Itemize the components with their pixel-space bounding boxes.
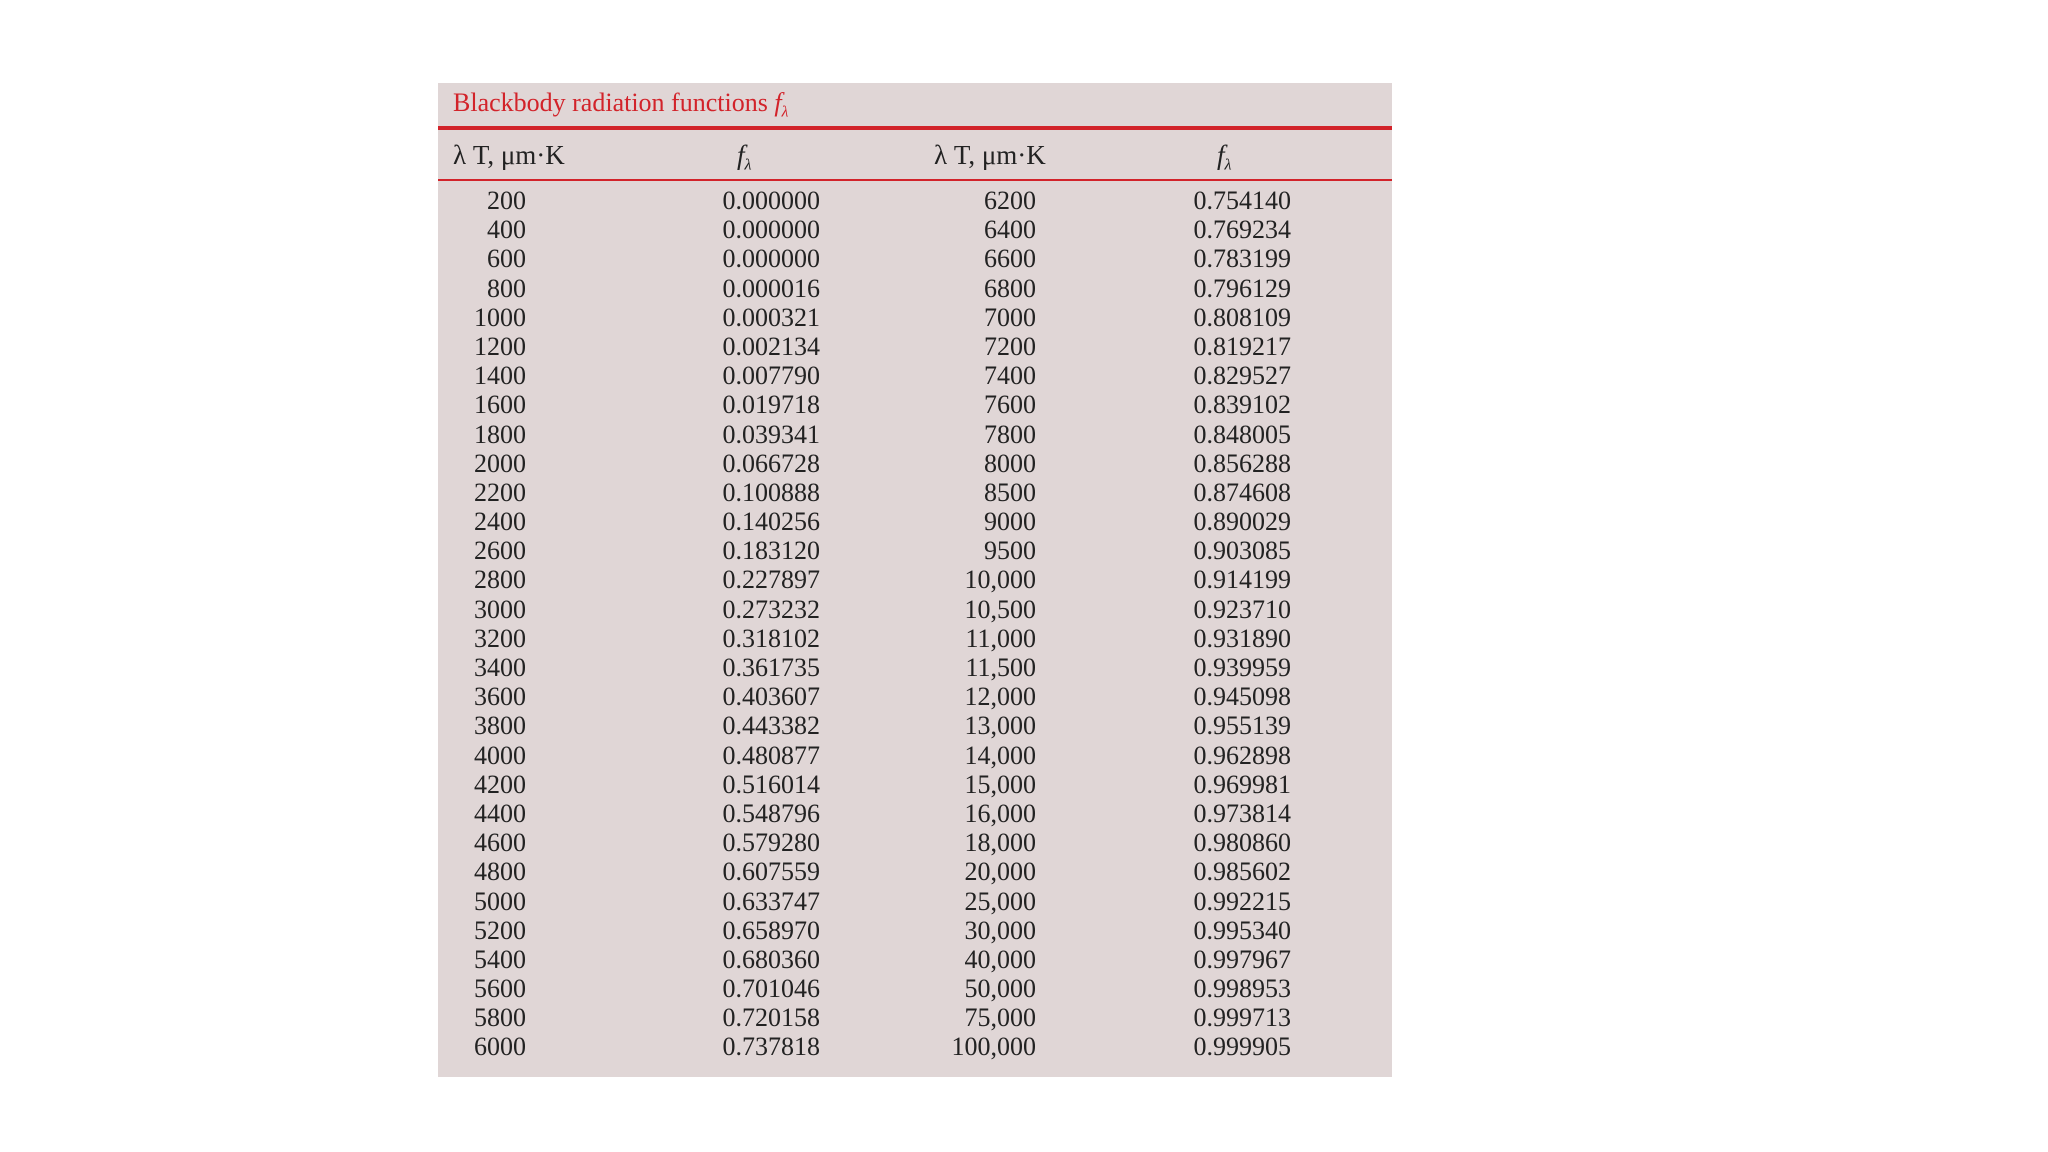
f-left-cell: 0.000000 (722, 244, 820, 274)
f-right-cell: 0.939959 (1193, 653, 1291, 682)
f-left-cell: 0.701046 (722, 974, 820, 1004)
f-left-cell: 0.000000 (722, 215, 820, 245)
title-symbol: f (774, 88, 782, 117)
table-row (438, 624, 1392, 653)
lambda-t-right-cell: 14,000 (964, 740, 1036, 770)
table-row (438, 449, 1392, 478)
f-right-cell: 0.848005 (1193, 419, 1291, 449)
lambda-t-right-cell: 25,000 (964, 886, 1036, 916)
table-row (438, 274, 1392, 303)
table-row (438, 595, 1392, 624)
table-row (438, 565, 1392, 594)
title-symbol-subscript: λ (781, 103, 789, 121)
f-right-cell: 0.969981 (1193, 769, 1291, 799)
f-right-cell: 0.992215 (1193, 886, 1291, 916)
lambda-t-right-cell: 8000 (984, 448, 1036, 478)
lambda-t-right-cell: 7000 (984, 302, 1036, 332)
lambda-t-right-cell: 7200 (984, 331, 1036, 361)
table-title-bar (438, 83, 1392, 130)
lambda-t-right-cell: 8500 (984, 477, 1036, 507)
lambda-t-right-cell: 13,000 (964, 711, 1036, 741)
f-right-cell: 0.914199 (1193, 565, 1291, 595)
lambda-t-left-cell: 3800 (474, 711, 526, 741)
table-row (438, 244, 1392, 273)
f-left-cell: 0.000321 (722, 302, 820, 332)
lambda-t-left-cell: 4200 (474, 769, 526, 799)
table-row (438, 1032, 1392, 1061)
lambda-t-left-cell: 3200 (474, 623, 526, 653)
f-right-cell: 0.931890 (1193, 623, 1291, 653)
lambda-t-right-cell: 12,000 (964, 682, 1036, 712)
table-title: Blackbody radiation functions $f_\lambda$ (453, 88, 789, 121)
f-right-cell: 0.980860 (1193, 828, 1291, 858)
f-right-cell: 0.874608 (1193, 477, 1291, 507)
f-right-cell: 0.890029 (1193, 507, 1291, 537)
f-right-cell: 0.999905 (1193, 1032, 1291, 1062)
lambda-t-right-cell: 9000 (984, 507, 1036, 537)
f-left-cell: 0.140256 (722, 507, 820, 537)
f-right-cell: 0.995340 (1193, 915, 1291, 945)
f-left-cell: 0.480877 (722, 740, 820, 770)
lambda-t-left-cell: 5200 (474, 915, 526, 945)
table-row (438, 682, 1392, 711)
f-right-cell: 0.819217 (1193, 331, 1291, 361)
f-left-cell: 0.227897 (722, 565, 820, 595)
f-left-cell: 0.403607 (722, 682, 820, 712)
table-row (438, 770, 1392, 799)
lambda-t-right-cell: 75,000 (964, 1003, 1036, 1033)
lambda-t-left-cell: 2400 (474, 507, 526, 537)
f-left-cell: 0.039341 (722, 419, 820, 449)
table-row (438, 857, 1392, 886)
lambda-t-left-cell: 1600 (474, 390, 526, 420)
lambda-t-right-cell: 7800 (984, 419, 1036, 449)
f-left-cell: 0.318102 (722, 623, 820, 653)
table-row (438, 799, 1392, 828)
lambda-t-left-cell: 200 (487, 186, 526, 215)
table-row (438, 478, 1392, 507)
f-left-cell: 0.579280 (722, 828, 820, 858)
table-row (438, 186, 1392, 215)
blackbody-table (438, 83, 1392, 1077)
f-left-cell: 0.658970 (722, 915, 820, 945)
f-right-cell: 0.923710 (1193, 594, 1291, 624)
lambda-t-left-cell: 2800 (474, 565, 526, 595)
f-left-cell: 0.000000 (722, 186, 820, 215)
lambda-t-left-cell: 400 (487, 215, 526, 245)
f-left-cell: 0.019718 (722, 390, 820, 420)
f-left-cell: 0.607559 (722, 857, 820, 887)
table-row (438, 420, 1392, 449)
f-right-cell: 0.839102 (1193, 390, 1291, 420)
table-header-row (438, 130, 1392, 181)
table-row (438, 711, 1392, 740)
f-right-cell: 0.985602 (1193, 857, 1291, 887)
lambda-t-right-cell: 7400 (984, 361, 1036, 391)
f-left-cell: 0.516014 (722, 769, 820, 799)
f-left-cell: 0.273232 (722, 594, 820, 624)
f-right-cell: 0.955139 (1193, 711, 1291, 741)
lambda-t-right-cell: 100,000 (951, 1032, 1036, 1062)
f-right-cell: 0.829527 (1193, 361, 1291, 391)
f-left-cell: 0.720158 (722, 1003, 820, 1033)
lambda-t-right-cell: 6800 (984, 273, 1036, 303)
f-right-cell: 0.962898 (1193, 740, 1291, 770)
lambda-t-left-cell: 3000 (474, 594, 526, 624)
header-lambda-t-right: λ T, μm·K (934, 140, 1046, 170)
f-right-cell: 0.754140 (1193, 186, 1291, 215)
f-left-cell: 0.680360 (722, 944, 820, 974)
f-left-cell: 0.737818 (722, 1032, 820, 1062)
f-right-cell: 0.945098 (1193, 682, 1291, 712)
lambda-t-left-cell: 1800 (474, 419, 526, 449)
lambda-t-right-cell: 15,000 (964, 769, 1036, 799)
f-right-cell: 0.997967 (1193, 944, 1291, 974)
lambda-t-left-cell: 1400 (474, 361, 526, 391)
lambda-t-left-cell: 800 (487, 273, 526, 303)
table-row (438, 916, 1392, 945)
lambda-t-left-cell: 5000 (474, 886, 526, 916)
lambda-t-left-cell: 1000 (474, 302, 526, 332)
lambda-t-right-cell: 18,000 (964, 828, 1036, 858)
f-left-cell: 0.183120 (722, 536, 820, 566)
table-row (438, 507, 1392, 536)
table-row (438, 974, 1392, 1003)
f-right-cell: 0.796129 (1193, 273, 1291, 303)
lambda-t-right-cell: 6600 (984, 244, 1036, 274)
f-left-cell: 0.361735 (722, 653, 820, 682)
f-left-cell: 0.002134 (722, 331, 820, 361)
lambda-t-left-cell: 4600 (474, 828, 526, 858)
f-right-cell: 0.973814 (1193, 798, 1291, 828)
lambda-t-right-cell: 11,500 (965, 653, 1036, 682)
table-row (438, 303, 1392, 332)
f-right-cell: 0.999713 (1193, 1003, 1291, 1033)
f-right-cell: 0.903085 (1193, 536, 1291, 566)
table-row (438, 828, 1392, 857)
table-row (438, 653, 1392, 682)
f-right-cell: 0.769234 (1193, 215, 1291, 245)
lambda-t-left-cell: 4000 (474, 740, 526, 770)
lambda-t-right-cell: 11,000 (965, 623, 1036, 653)
table-row (438, 887, 1392, 916)
lambda-t-left-cell: 4400 (474, 798, 526, 828)
lambda-t-right-cell: 10,000 (964, 565, 1036, 595)
table-row (438, 1003, 1392, 1032)
lambda-t-left-cell: 6000 (474, 1032, 526, 1062)
table-row (438, 215, 1392, 244)
lambda-t-left-cell: 2200 (474, 477, 526, 507)
lambda-t-left-cell: 4800 (474, 857, 526, 887)
lambda-t-left-cell: 5800 (474, 1003, 526, 1033)
table-row (438, 361, 1392, 390)
lambda-t-left-cell: 1200 (474, 331, 526, 361)
lambda-t-right-cell: 20,000 (964, 857, 1036, 887)
lambda-t-left-cell: 600 (487, 244, 526, 274)
f-left-cell: 0.548796 (722, 798, 820, 828)
header-f-left: $f_\lambda$ (737, 140, 752, 174)
lambda-t-left-cell: 5400 (474, 944, 526, 974)
f-left-cell: 0.000016 (722, 273, 820, 303)
lambda-t-right-cell: 16,000 (964, 798, 1036, 828)
f-left-cell: 0.100888 (722, 477, 820, 507)
table-row (438, 332, 1392, 361)
table-row (438, 945, 1392, 974)
lambda-t-left-cell: 3400 (474, 653, 526, 682)
table-row (438, 741, 1392, 770)
lambda-t-left-cell: 2000 (474, 448, 526, 478)
lambda-t-right-cell: 7600 (984, 390, 1036, 420)
f-left-cell: 0.066728 (722, 448, 820, 478)
f-right-cell: 0.856288 (1193, 448, 1291, 478)
lambda-t-right-cell: 30,000 (964, 915, 1036, 945)
lambda-t-right-cell: 50,000 (964, 974, 1036, 1004)
lambda-t-left-cell: 2600 (474, 536, 526, 566)
header-f-right: $f_\lambda$ (1217, 140, 1232, 174)
f-right-cell: 0.998953 (1193, 974, 1291, 1004)
lambda-t-left-cell: 5600 (474, 974, 526, 1004)
lambda-t-left-cell: 3600 (474, 682, 526, 712)
f-left-cell: 0.007790 (722, 361, 820, 391)
f-right-cell: 0.783199 (1193, 244, 1291, 274)
f-left-cell: 0.633747 (722, 886, 820, 916)
table-body (438, 186, 1392, 1062)
table-row (438, 536, 1392, 565)
lambda-t-right-cell: 9500 (984, 536, 1036, 566)
header-lambda-t-left: λ T, μm·K (453, 140, 565, 170)
lambda-t-right-cell: 6400 (984, 215, 1036, 245)
table-row (438, 390, 1392, 419)
lambda-t-right-cell: 40,000 (964, 944, 1036, 974)
f-left-cell: 0.443382 (722, 711, 820, 741)
f-right-cell: 0.808109 (1193, 302, 1291, 332)
lambda-t-right-cell: 6200 (984, 186, 1036, 215)
lambda-t-right-cell: 10,500 (964, 594, 1036, 624)
